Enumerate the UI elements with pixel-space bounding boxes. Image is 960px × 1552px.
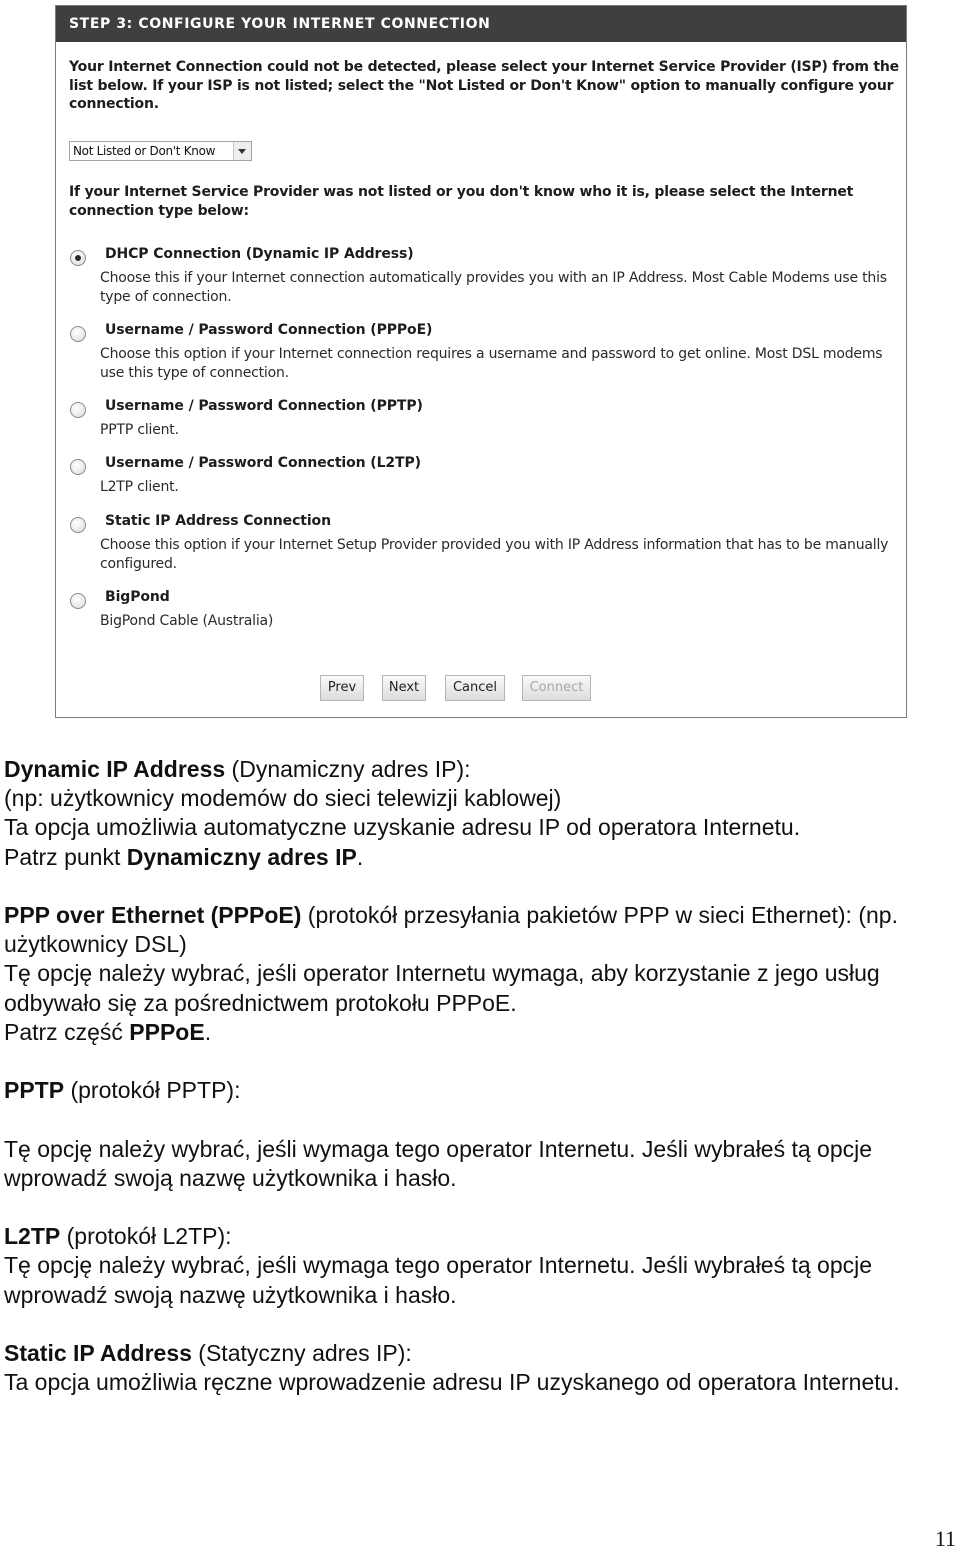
radio-static[interactable] xyxy=(70,517,86,533)
term-l2tp: L2TP xyxy=(4,1223,61,1250)
static-body: Ta opcja umożliwia ręczne wprowadzenie adresu IP uzyskanego od operatora Internetu. xyxy=(4,1369,900,1396)
wizard-header: STEP 3: CONFIGURE YOUR INTERNET CONNECTION xyxy=(56,6,906,42)
dynamic-line3: Ta opcja umożliwia automatyczne uzyskanie adresu IP od operatora Internetu. xyxy=(4,814,801,841)
option-title: Username / Password Connection (PPTP) xyxy=(105,398,423,414)
l2tp-body: Tę opcję należy wybrać, jeśli wymaga tego operator Internetu. Jeśli wybrałeś tą opcje wprowadź swoją nazwę użytkownika i hasło. xyxy=(4,1252,873,1308)
option-title: BigPond xyxy=(105,589,170,605)
term-note: (protokół PPTP): xyxy=(64,1077,241,1104)
cancel-button[interactable]: Cancel xyxy=(445,675,505,701)
ref-dynamic: Dynamiczny adres IP xyxy=(126,843,357,870)
term-note: (Statyczny adres IP): xyxy=(191,1340,412,1366)
isp-select-value: Not Listed or Don't Know xyxy=(73,144,216,158)
prev-button[interactable]: Prev xyxy=(320,675,364,701)
option-desc: BigPond Cable (Australia) xyxy=(100,613,274,629)
ref-prefix: Patrz część xyxy=(4,1018,130,1045)
term-pppoe: PPP over Ethernet (PPPoE) xyxy=(4,902,302,928)
page-number: 11 xyxy=(934,1526,956,1551)
term-note: (Dynamiczny adres IP): xyxy=(225,756,471,782)
pptp-body: Tę opcję należy wybrać, jeśli wymaga tego operator Internetu. Jeśli wybrałeś tą opcje wprowadź swoją nazwę użytkownika i hasło. xyxy=(4,1135,873,1191)
chevron-down-icon[interactable] xyxy=(233,142,251,160)
ref-suffix: . xyxy=(356,843,364,870)
next-button[interactable]: Next xyxy=(382,675,426,701)
section-pptp xyxy=(4,1076,960,1193)
dynamic-line2: (np: użytkownicy modemów do sieci telewizji kablowej) xyxy=(4,785,562,812)
section-pppoe xyxy=(4,901,960,1047)
term-pptp: PPTP xyxy=(4,1077,65,1104)
option-title: Username / Password Connection (PPPoE) xyxy=(105,322,433,338)
radio-bigpond[interactable] xyxy=(70,593,86,609)
radio-l2tp[interactable] xyxy=(70,459,86,475)
option-title: DHCP Connection (Dynamic IP Address) xyxy=(105,246,414,262)
ref-prefix: Patrz punkt xyxy=(4,843,127,870)
radio-pppoe[interactable] xyxy=(70,326,86,342)
connect-button[interactable]: Connect xyxy=(522,675,591,701)
option-title: Username / Password Connection (L2TP) xyxy=(105,455,421,471)
connection-type-prompt: If your Internet Service Provider was not listed or you don't know who it is, please select the Internet connection type below: xyxy=(69,184,854,219)
pppoe-body: Tę opcję należy wybrać, jeśli operator Internetu wymaga, aby korzystanie z jego usług odbywało się za pośrednictwem protokołu PPPoE. xyxy=(4,960,880,1016)
ref-pppoe: PPPoE xyxy=(129,1018,205,1045)
term-static: Static IP Address xyxy=(4,1340,192,1366)
option-desc: L2TP client. xyxy=(100,479,179,495)
document-body xyxy=(4,755,960,1427)
isp-select[interactable] xyxy=(69,141,252,161)
option-desc: Choose this option if your Internet Setup Provider provided you with IP Address information that has to be manually configured. xyxy=(100,537,889,572)
term-note: (protokół L2TP): xyxy=(60,1223,232,1250)
radio-dhcp[interactable] xyxy=(70,250,86,266)
option-desc: Choose this option if your Internet connection requires a username and password to get online. Most DSL modems use this type of connection. xyxy=(100,346,883,381)
option-desc: Choose this if your Internet connection automatically provides you with an IP Address. Most Cable Modems use this type of connection. xyxy=(100,270,887,305)
term-note: (protokół przesyłania pakietów PPP w sieci Ethernet): (np. użytkownicy DSL) xyxy=(4,902,898,958)
section-dynamic xyxy=(4,755,960,872)
radio-pptp[interactable] xyxy=(70,402,86,418)
wizard-screenshot xyxy=(55,5,907,718)
section-l2tp xyxy=(4,1222,960,1310)
ref-suffix: . xyxy=(204,1018,212,1045)
wizard-intro: Your Internet Connection could not be detected, please select your Internet Service Provider (ISP) from the list below. If your ISP is not listed; select the "Not Listed or Don't Know" option to manually configure your connection. xyxy=(69,59,899,112)
term-dynamic: Dynamic IP Address xyxy=(4,756,226,782)
section-static xyxy=(4,1339,960,1397)
option-title: Static IP Address Connection xyxy=(105,513,331,529)
option-desc: PPTP client. xyxy=(100,422,179,438)
